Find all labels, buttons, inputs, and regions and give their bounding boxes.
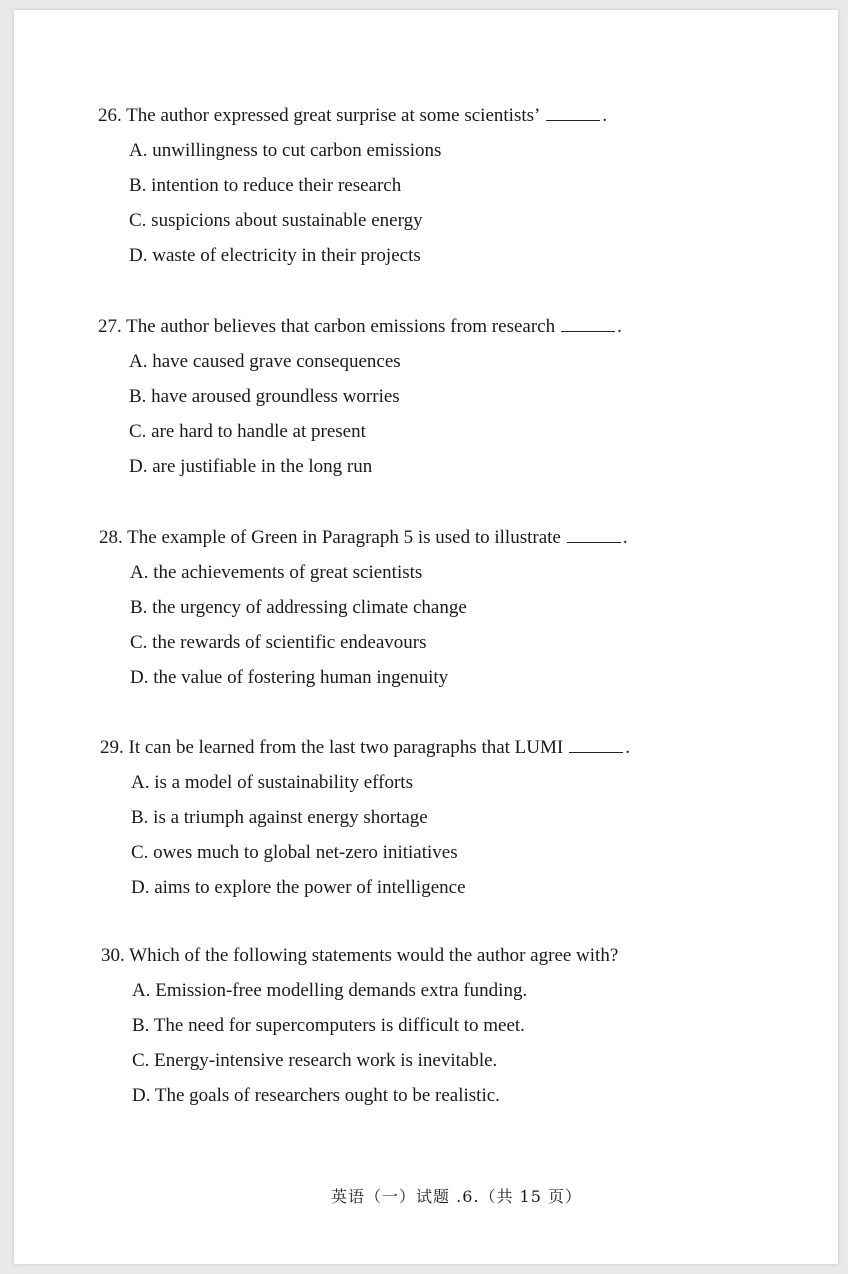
option-c: C. Energy-intensive research work is inevitable.: [132, 1050, 498, 1071]
question-stem: 30. Which of the following statements would the author agree with?: [101, 945, 619, 966]
option-d: D. are justifiable in the long run: [129, 456, 373, 477]
answer-blank: [546, 106, 600, 121]
option-c: C. are hard to handle at present: [129, 421, 366, 442]
option-c: C. suspicions about sustainable energy: [129, 210, 423, 231]
question-27: [98, 316, 848, 478]
question-30: [101, 945, 848, 1107]
option-b: B. have aroused groundless worries: [129, 386, 400, 407]
question-29: [100, 737, 848, 899]
option-b: B. the urgency of addressing climate change: [130, 597, 467, 618]
page-footer: 英语（一）试题 .6.（共 15 页）: [331, 1187, 582, 1206]
option-a: A. is a model of sustainability efforts: [131, 772, 413, 793]
option-c: C. owes much to global net-zero initiatives: [131, 842, 458, 863]
stem-period: .: [602, 105, 608, 126]
option-a: A. unwillingness to cut carbon emissions: [129, 140, 442, 161]
answer-blank: [567, 528, 621, 543]
question-26: [98, 105, 848, 267]
option-b: B. is a triumph against energy shortage: [131, 807, 428, 828]
option-a: A. Emission-free modelling demands extra funding.: [132, 980, 528, 1001]
stem-period: .: [622, 527, 628, 548]
option-d: D. aims to explore the power of intelligence: [131, 877, 466, 898]
exam-page: [14, 10, 838, 1264]
answer-blank: [561, 317, 615, 332]
option-d: D. the value of fostering human ingenuity: [130, 667, 449, 688]
option-d: D. waste of electricity in their projects: [129, 245, 421, 266]
stem-period: .: [617, 316, 622, 337]
question-stem: 29. It can be learned from the last two paragraphs that LUMI: [100, 737, 564, 758]
question-stem: 27. The author believes that carbon emissions from research: [98, 316, 556, 337]
option-b: B. intention to reduce their research: [129, 175, 402, 196]
question-stem: 28. The example of Green in Paragraph 5 is used to illustrate: [99, 527, 561, 548]
stem-period: .: [625, 737, 630, 758]
option-d: D. The goals of researchers ought to be realistic.: [132, 1085, 500, 1106]
option-a: A. have caused grave consequences: [129, 351, 401, 372]
question-stem: 26. The author expressed great surprise at some scientists’: [98, 105, 541, 126]
question-28: [99, 527, 848, 689]
option-c: C. the rewards of scientific endeavours: [130, 632, 427, 653]
option-a: A. the achievements of great scientists: [130, 562, 423, 583]
answer-blank: [569, 738, 623, 753]
option-b: B. The need for supercomputers is difficult to meet.: [132, 1015, 525, 1036]
